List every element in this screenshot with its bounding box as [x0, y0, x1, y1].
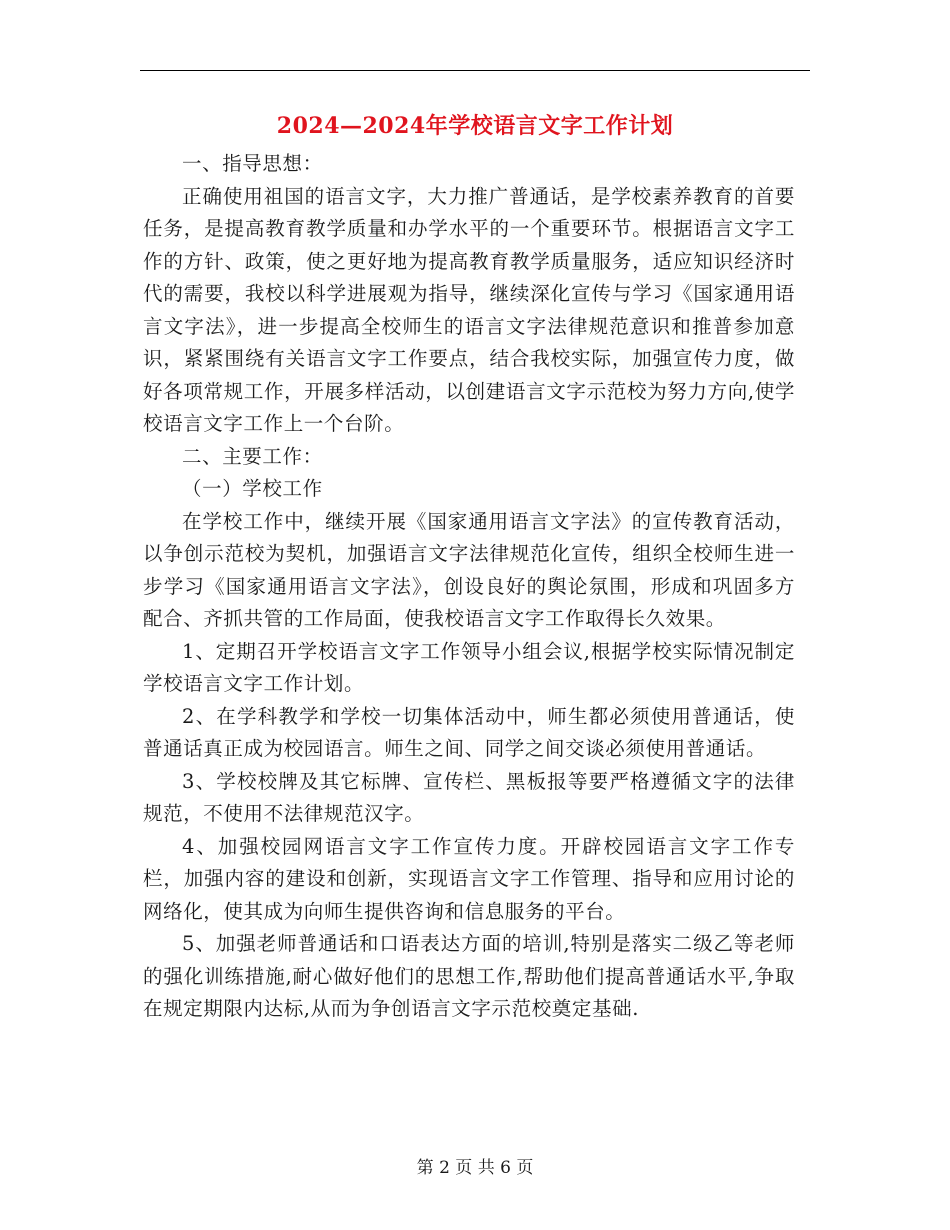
list-item-2: 2、在学科教学和学校一切集体活动中，师生都必须使用普通话，使普通话真正成为校园语言。师生之间、同学之间交谈必须使用普通话。 [143, 704, 795, 760]
document-body [143, 148, 795, 1026]
header-rule [140, 70, 810, 71]
subsection-heading-school-work: （一）学校工作 [182, 477, 323, 500]
list-item-3: 3、学校校牌及其它标牌、宣传栏、黑板报等要严格遵循文字的法律规范，不使用不法律规范汉字。 [143, 769, 795, 825]
section-heading-guiding-thought: 一、指导思想： [182, 152, 323, 175]
list-item-5: 5、加强老师普通话和口语表达方面的培训,特别是落实二级乙等老师的强化训练措施,耐心做好他们的思想工作,帮助他们提高普通话水平,争取在规定期限内达标,从而为争创语言文字示范校奠定基础. [143, 932, 795, 1020]
paragraph-guiding-thought: 正确使用祖国的语言文字，大力推广普通话，是学校素养教育的首要任务，是提高教育教学质量和办学水平的一个重要环节。根据语言文字工作的方针、政策，使之更好地为提高教育教学质量服务，适应知识经济时代的需要，我校以科学进展观为指导，继续深化宣传与学习《国家通用语言文字法》，进一步提高全校师生的语言文字法律规范意识和推普参加意识，紧紧围绕有关语言文字工作要点，结合我校实际，加强宣传力度，做好各项常规工作，开展多样活动，以创建语言文字示范校为努力方向,使学校语言文字工作上一个台阶。 [143, 184, 795, 435]
document-title: 2024—2024年学校语言文字工作计划 [276, 113, 674, 139]
paragraph-school-work: 在学校工作中，继续开展《国家通用语言文字法》的宣传教育活动，以争创示范校为契机，加强语言文字法律规范化宣传，组织全校师生进一步学习《国家通用语言文字法》，创设良好的舆论氛围，形成和巩固多方配合、齐抓共管的工作局面，使我校语言文字工作取得长久效果。 [143, 509, 795, 630]
section-heading-main-work: 二、主要工作： [182, 444, 323, 468]
page-number-footer: 第 2 页 共 6 页 [416, 1158, 534, 1178]
list-item-1: 1、定期召开学校语言文字工作领导小组会议,根据学校实际情况制定学校语言文字工作计划。 [143, 639, 795, 695]
list-item-4: 4、加强校园网语言文字工作宣传力度。开辟校园语言文字工作专栏，加强内容的建设和创新，实现语言文字工作管理、指导和应用讨论的网络化，使其成为向师生提供咨询和信息服务的平台。 [143, 834, 795, 923]
